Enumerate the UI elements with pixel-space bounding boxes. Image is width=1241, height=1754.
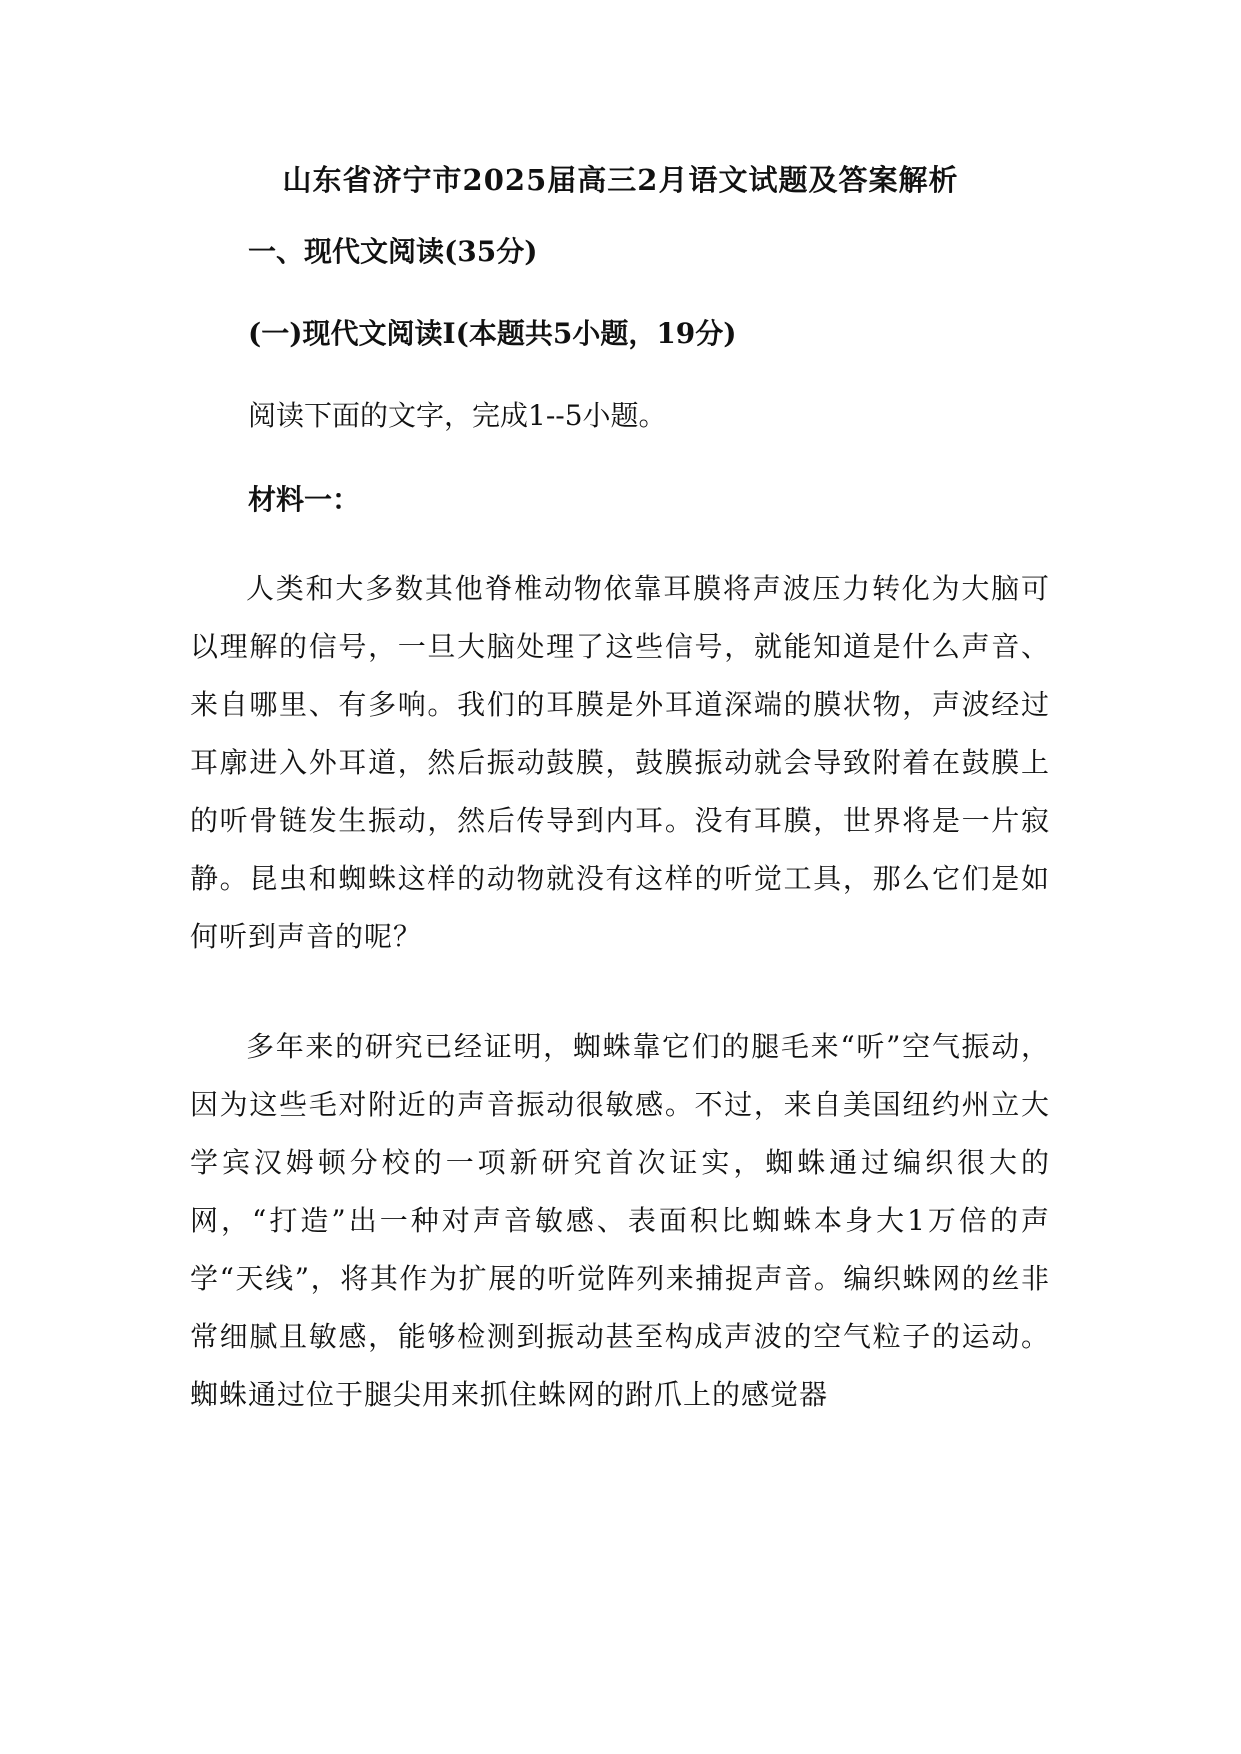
paragraph-2: 多年来的研究已经证明，蜘蛛靠它们的腿毛来“听”空气振动，因为这些毛对附近的声音振动很敏感。不过，来自美国纽约州立大学宾汉姆顿分校的一项新研究首次证实，蜘蛛通过编织很大的网，“打造”出一种对声音敏感、表面积比蜘蛛本身大1万倍的声学“天线”，将其作为扩展的听觉阵列来捕捉声音。编织蛛网的丝非常细腻且敏感，能够检测到振动甚至构成声波的空气粒子的运动。蜘蛛通过位于腿尖用来抓住蛛网的跗爪上的感觉器 — [190, 1030, 1050, 1411]
reading-instruction: 阅读下面的文字，完成1--5小题。 — [248, 399, 667, 432]
section-heading: 一、现代文阅读(35分) — [248, 235, 538, 268]
material-label: 材料一： — [248, 483, 361, 516]
subsection-heading: (一)现代文阅读Ⅰ(本题共5小题，19分) — [248, 317, 737, 350]
document-title: 山东省济宁市2025届高三2月语文试题及答案解析 — [282, 163, 959, 197]
paragraph-1: 人类和大多数其他脊椎动物依靠耳膜将声波压力转化为大脑可以理解的信号，一旦大脑处理了这些信号，就能知道是什么声音、来自哪里、有多响。我们的耳膜是外耳道深端的膜状物，声波经过耳廓进入外耳道，然后振动鼓膜，鼓膜振动就会导致附着在鼓膜上的听骨链发生振动，然后传导到内耳。没有耳膜，世界将是一片寂静。昆虫和蜘蛛这样的动物就没有这样的听觉工具，那么它们是如何听到声音的呢？ — [190, 572, 1050, 953]
